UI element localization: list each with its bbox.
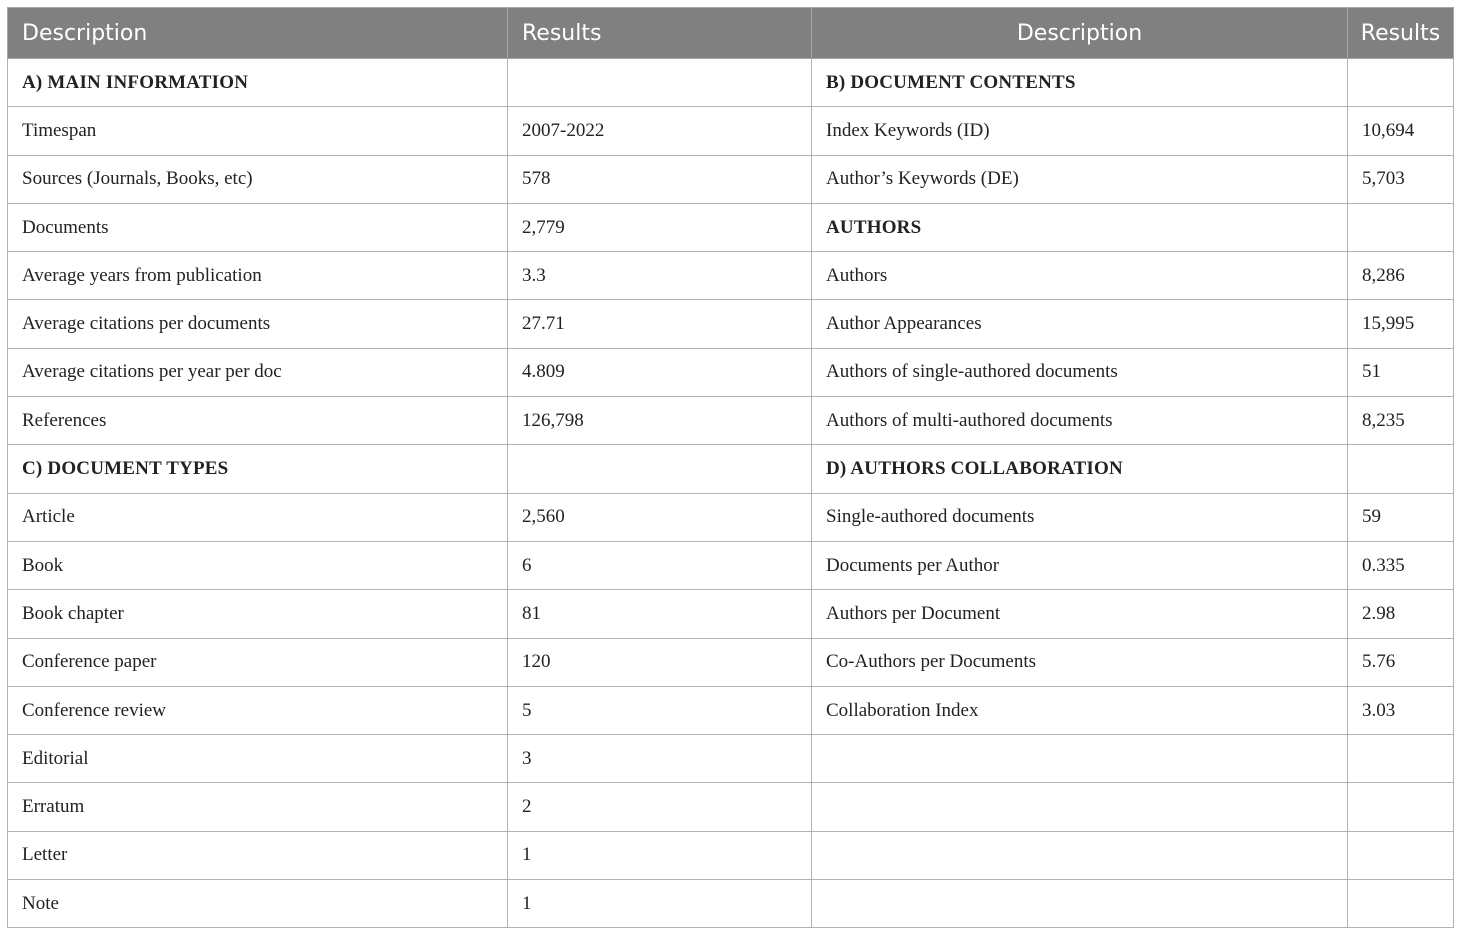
table-row	[8, 735, 1454, 783]
left-result-cell: 1	[508, 831, 812, 879]
right-description-cell: Authors of single-authored documents	[812, 348, 1348, 396]
table-row	[8, 348, 1454, 396]
left-result-cell: 120	[508, 638, 812, 686]
left-description-cell: Average years from publication	[8, 252, 508, 300]
left-description-cell: Timespan	[8, 107, 508, 155]
right-description-cell	[812, 783, 1348, 831]
table-row	[8, 541, 1454, 589]
left-result-cell: 578	[508, 155, 812, 203]
bibliometric-summary-table	[7, 7, 1454, 928]
left-result-cell: 3.3	[508, 252, 812, 300]
header-description-left: Description	[8, 8, 508, 59]
left-section-heading-cell: C) DOCUMENT TYPES	[8, 445, 508, 493]
left-description-cell: Sources (Journals, Books, etc)	[8, 155, 508, 203]
left-result-cell	[508, 59, 812, 107]
right-description-cell: Collaboration Index	[812, 686, 1348, 734]
table-row	[8, 300, 1454, 348]
right-result-cell	[1348, 203, 1454, 251]
right-section-heading-cell: D) AUTHORS COLLABORATION	[812, 445, 1348, 493]
left-description-cell: Erratum	[8, 783, 508, 831]
right-result-cell	[1348, 735, 1454, 783]
right-description-cell: Author Appearances	[812, 300, 1348, 348]
left-result-cell: 81	[508, 590, 812, 638]
left-result-cell: 1	[508, 880, 812, 928]
header-results-left: Results	[508, 8, 812, 59]
table-row	[8, 252, 1454, 300]
right-section-heading-cell: B) DOCUMENT CONTENTS	[812, 59, 1348, 107]
right-result-cell	[1348, 783, 1454, 831]
left-result-cell: 6	[508, 541, 812, 589]
left-description-cell: References	[8, 397, 508, 445]
table-row	[8, 445, 1454, 493]
table-row	[8, 203, 1454, 251]
left-result-cell: 2	[508, 783, 812, 831]
right-result-cell	[1348, 445, 1454, 493]
right-result-cell: 59	[1348, 493, 1454, 541]
header-description-right: Description	[812, 8, 1348, 59]
right-result-cell: 8,286	[1348, 252, 1454, 300]
table-row	[8, 397, 1454, 445]
right-description-cell	[812, 735, 1348, 783]
right-description-cell: Authors of multi-authored documents	[812, 397, 1348, 445]
left-description-cell: Book chapter	[8, 590, 508, 638]
left-description-cell: Conference review	[8, 686, 508, 734]
left-result-cell: 5	[508, 686, 812, 734]
header-row	[8, 8, 1454, 59]
right-section-heading-cell: AUTHORS	[812, 203, 1348, 251]
table-row	[8, 155, 1454, 203]
right-description-cell: Single-authored documents	[812, 493, 1348, 541]
right-result-cell: 15,995	[1348, 300, 1454, 348]
left-description-cell: Documents	[8, 203, 508, 251]
right-description-cell	[812, 880, 1348, 928]
left-description-cell: Average citations per year per doc	[8, 348, 508, 396]
right-result-cell: 51	[1348, 348, 1454, 396]
right-result-cell: 5,703	[1348, 155, 1454, 203]
table-row	[8, 831, 1454, 879]
left-description-cell: Letter	[8, 831, 508, 879]
right-result-cell: 0.335	[1348, 541, 1454, 589]
left-result-cell: 2,560	[508, 493, 812, 541]
left-description-cell: Book	[8, 541, 508, 589]
right-result-cell: 3.03	[1348, 686, 1454, 734]
left-result-cell: 3	[508, 735, 812, 783]
table-row	[8, 590, 1454, 638]
left-description-cell: Editorial	[8, 735, 508, 783]
right-description-cell	[812, 831, 1348, 879]
left-result-cell: 126,798	[508, 397, 812, 445]
right-description-cell: Authors	[812, 252, 1348, 300]
header-results-right: Results	[1348, 8, 1454, 59]
left-description-cell: Article	[8, 493, 508, 541]
left-result-cell: 27.71	[508, 300, 812, 348]
right-result-cell: 8,235	[1348, 397, 1454, 445]
left-result-cell: 2007-2022	[508, 107, 812, 155]
right-description-cell: Author’s Keywords (DE)	[812, 155, 1348, 203]
left-description-cell: Conference paper	[8, 638, 508, 686]
left-section-heading-cell: A) MAIN INFORMATION	[8, 59, 508, 107]
right-description-cell: Documents per Author	[812, 541, 1348, 589]
table-row	[8, 59, 1454, 107]
table-row	[8, 880, 1454, 928]
table-row	[8, 638, 1454, 686]
right-result-cell	[1348, 880, 1454, 928]
table-row	[8, 686, 1454, 734]
left-result-cell: 2,779	[508, 203, 812, 251]
left-result-cell: 4.809	[508, 348, 812, 396]
table-header	[8, 8, 1454, 59]
right-description-cell: Co-Authors per Documents	[812, 638, 1348, 686]
table-row	[8, 107, 1454, 155]
right-description-cell: Index Keywords (ID)	[812, 107, 1348, 155]
right-result-cell	[1348, 831, 1454, 879]
right-result-cell: 10,694	[1348, 107, 1454, 155]
right-result-cell: 2.98	[1348, 590, 1454, 638]
right-result-cell	[1348, 59, 1454, 107]
table-body	[8, 59, 1454, 928]
table-row	[8, 783, 1454, 831]
left-description-cell: Note	[8, 880, 508, 928]
right-result-cell: 5.76	[1348, 638, 1454, 686]
left-description-cell: Average citations per documents	[8, 300, 508, 348]
right-description-cell: Authors per Document	[812, 590, 1348, 638]
left-result-cell	[508, 445, 812, 493]
table-row	[8, 493, 1454, 541]
